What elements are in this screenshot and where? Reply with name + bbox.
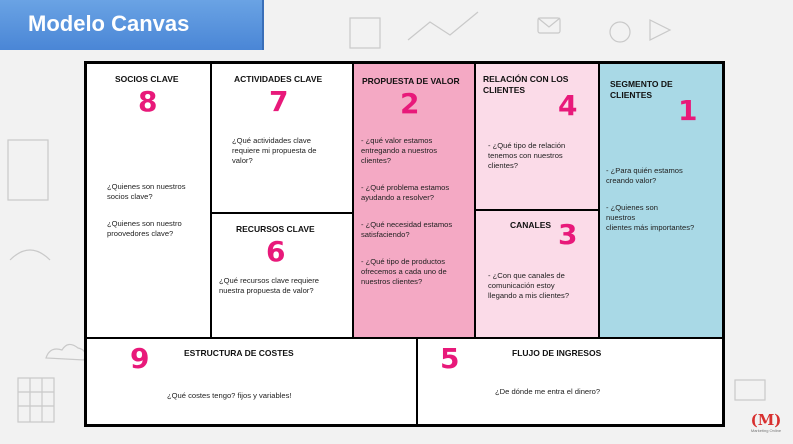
business-model-canvas: [84, 61, 725, 427]
block-relacion-clientes: [476, 64, 598, 209]
block-title: RELACIÓN CON LOS CLIENTES: [483, 74, 569, 95]
cloud-icon: [46, 344, 85, 360]
block-questions: [219, 266, 349, 313]
block-title: SOCIOS CLAVE: [115, 74, 179, 84]
block-number: 7: [269, 85, 289, 118]
block-questions: [232, 126, 347, 183]
block-title: ACTIVIDADES CLAVE: [234, 74, 323, 84]
question: - ¿Para quién estamos creando valor?: [606, 166, 683, 185]
question: - ¿qué valor estamos entregando a nuestros clientes?: [361, 136, 437, 165]
block-number: 5: [440, 342, 460, 375]
block-number: 9: [130, 342, 150, 375]
block-canales: [476, 211, 598, 337]
calendar-icon: [18, 378, 54, 422]
block-recursos-clave: [212, 214, 352, 337]
block-questions: [488, 131, 596, 188]
block-title: ESTRUCTURA DE COSTES: [184, 348, 294, 358]
block-title: SEGMENTO DE CLIENTES: [610, 79, 673, 100]
chart-icon: [408, 12, 478, 40]
block-questions: [167, 381, 407, 418]
logo-caption: Marketing Online: [750, 428, 782, 433]
block-questions: [107, 172, 207, 256]
logo-mark: (M): [750, 411, 782, 429]
question: - ¿Qué tipo de productos ofrecemos a cada uno de nuestros clientes?: [361, 257, 447, 286]
block-title: FLUJO DE INGRESOS: [512, 348, 602, 358]
block-title: RECURSOS CLAVE: [236, 224, 315, 234]
block-number: 3: [558, 218, 578, 251]
question: ¿Quienes son nuestros socios clave?: [107, 182, 186, 201]
question: ¿Qué actividades clave requiere mi propuesta de valor?: [232, 136, 317, 165]
question: - ¿Qué necesidad estamos satisfaciendo?: [361, 220, 453, 239]
block-propuesta-de-valor: [354, 64, 474, 337]
question: ¿Quienes son nuestro proovedores clave?: [107, 219, 182, 238]
slide-title-bar: [0, 0, 264, 50]
block-estructura-costes: [87, 339, 416, 424]
question: ¿Qué recursos clave requiere nuestra propuesta de valor?: [219, 276, 320, 295]
block-segmento-clientes: [600, 64, 722, 337]
mail-icon: [538, 18, 560, 33]
question: - ¿Qué tipo de relación tenemos con nuestros clientes?: [488, 141, 566, 170]
block-number: 6: [266, 235, 286, 268]
question: ¿De dónde me entra el dinero?: [495, 387, 601, 396]
block-number: 2: [400, 87, 420, 120]
question: - ¿Con que canales de comunicación estoy llegando a mis clientes?: [488, 271, 570, 300]
block-title: CANALES: [510, 220, 552, 230]
block-questions: [488, 261, 596, 318]
block-flujo-ingresos: [418, 339, 722, 424]
block-questions: [361, 126, 471, 304]
block-title: PROPUESTA DE VALOR: [362, 76, 460, 86]
block-number: 4: [558, 89, 578, 122]
question: - ¿Qué problema estamos ayudando a resolver?: [361, 183, 450, 202]
block-number: 8: [138, 85, 158, 118]
question: - ¿Quienes son nuestros clientes más importantes?: [606, 203, 695, 232]
block-actividades-clave: [212, 64, 352, 212]
block-questions: [606, 156, 720, 250]
block-questions: [495, 377, 705, 414]
brand-logo: [749, 412, 783, 438]
block-number: 1: [678, 94, 698, 127]
question: ¿Qué costes tengo? fijos y variables!: [167, 391, 292, 400]
block-socios-clave: [87, 64, 210, 337]
slide-title: Modelo Canvas: [28, 11, 190, 36]
